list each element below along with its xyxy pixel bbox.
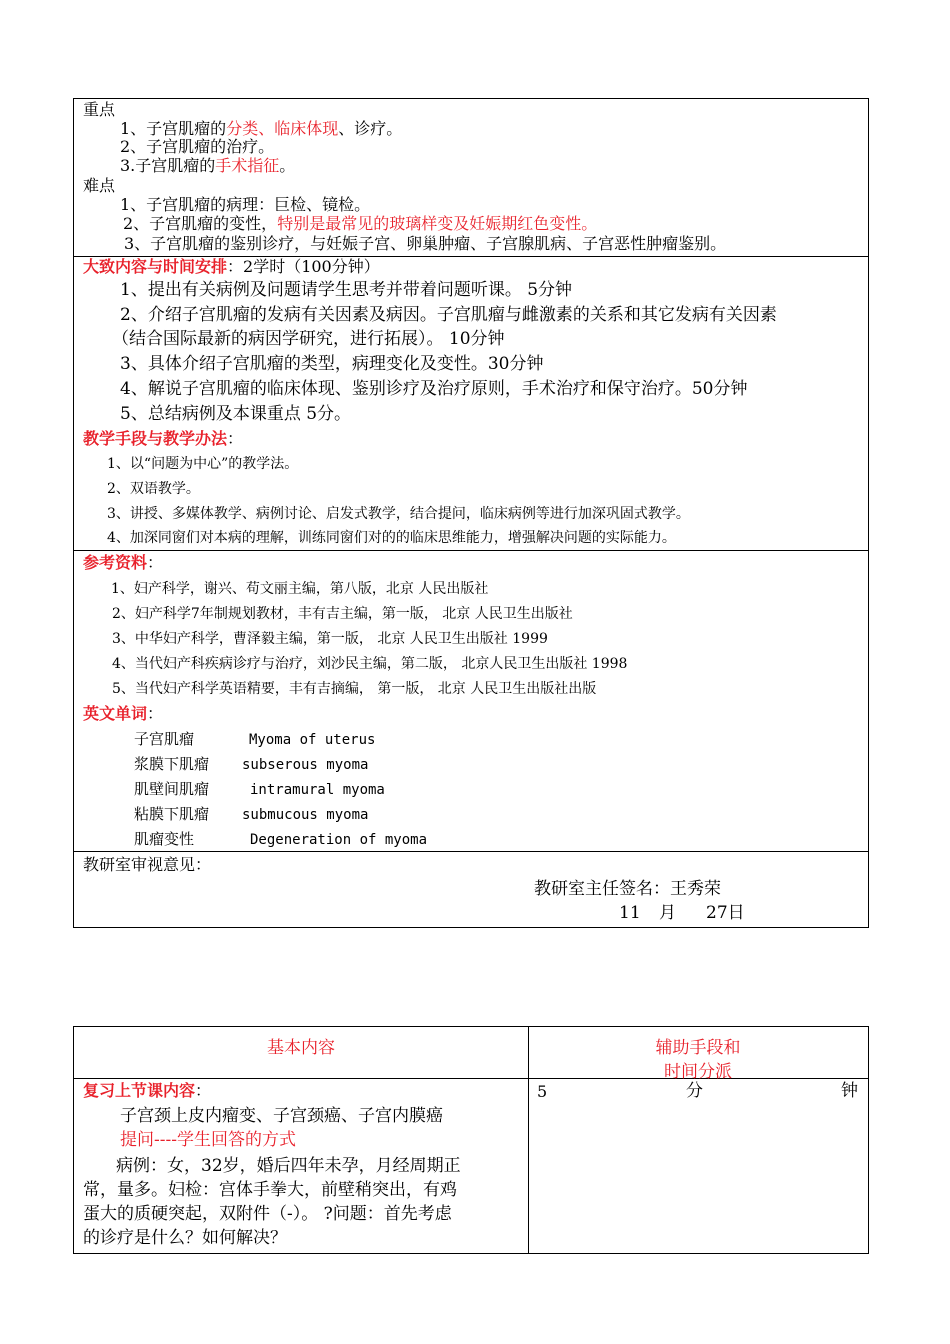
review-last-class-heading: 复习上节课内容： — [83, 1081, 212, 1100]
vocab-en: submucous myoma — [242, 807, 369, 823]
difficult-points-heading: 难点 — [83, 176, 116, 195]
header-aux-means-line2: 时间分派 — [664, 1062, 732, 1082]
reference-item: 3、中华妇产科学，曹泽毅主编，第一版， 北京 人民卫生出版社 1999 — [112, 631, 548, 647]
method-item: 3、讲授、多媒体教学、病例讨论、启发式教学，结合提问，临床病例等进行加深巩固式教学。 — [107, 506, 690, 522]
schedule-item: 2、介绍子宫肌瘤的发病有关因素及病因。子宫肌瘤与雌激素的关系和其它发病有关因素 — [120, 305, 777, 325]
methods-heading: 教学手段与教学办法： — [83, 429, 244, 448]
references-heading: 参考资料： — [83, 553, 164, 572]
header-aux-means-line1: 辅助手段和 — [655, 1038, 741, 1058]
schedule-item: 4、解说子宫肌瘤的临床体现、鉴别诊疗及治疗原则，手术治疗和保守治疗。50分钟 — [120, 379, 748, 399]
key-point-item: 3.子宫肌瘤的手术指征。 — [120, 156, 296, 175]
vocab-cn: 浆膜下肌瘤 — [134, 755, 210, 773]
schedule-item: 3、具体介绍子宫肌瘤的类型，病理变化及变性。30分钟 — [120, 354, 544, 374]
review-topics: 子宫颈上皮内瘤变、子宫颈癌、子宫内膜癌 — [120, 1106, 443, 1126]
review-month-label: 月 — [659, 903, 676, 923]
vocab-cn: 子宫肌瘤 — [134, 730, 195, 748]
case-line: 的诊疗是什么？如何解决？ — [83, 1228, 287, 1248]
case-line: 常，量多。妇检：宫体手拳大，前壁稍突出，有鸡 — [83, 1180, 457, 1200]
case-line: 蛋大的质硬突起，双附件（-）。 ?问题：首先考虑 — [83, 1204, 452, 1224]
method-item: 2、双语教学。 — [107, 481, 200, 497]
key-points-heading: 重点 — [83, 100, 116, 119]
key-points-section — [74, 99, 868, 257]
schedule-heading: 大致内容与时间安排：2学时（100分钟） — [83, 257, 380, 276]
lesson-content-table — [73, 1026, 869, 1254]
reference-item: 5、当代妇产科学英语精要，丰有吉摘编， 第一版， 北京 人民卫生出版社出版 — [112, 681, 597, 697]
difficult-point-item: 2、子宫肌瘤的变性，特别是最常见的玻璃样变及妊娠期红色变性。 — [123, 214, 598, 233]
difficult-point-item: 1、子宫肌瘤的病理：巨检、镜检。 — [120, 195, 371, 214]
vocab-cn: 粘膜下肌瘤 — [134, 805, 210, 823]
case-line: 病例：女，32岁，婚后四年未孕，月经周期正 — [116, 1156, 461, 1176]
review-section — [74, 852, 868, 927]
time-number: 5 — [537, 1082, 548, 1101]
header-basic-content: 基本内容 — [267, 1038, 335, 1058]
director-signature: 教研室主任签名：王秀荣 — [534, 879, 721, 899]
review-date-month: 11 — [619, 903, 641, 923]
schedule-item: 5、总结病例及本课重点 5分。 — [120, 404, 352, 424]
key-point-item: 2、子宫肌瘤的治疗。 — [120, 137, 275, 156]
method-item: 4、加深同窗们对本病的理解，训练同窗们对的的临床思维能力，增强解决问题的实际能力。 — [107, 530, 676, 546]
vocab-en: Degeneration of myoma — [250, 832, 428, 848]
reference-item: 2、妇产科学7年制规划教材，丰有吉主编，第一版， 北京 人民卫生出版社 — [112, 606, 573, 622]
vocab-en: Myoma of uterus — [249, 732, 376, 748]
difficult-point-item: 3、子宫肌瘤的鉴别诊疗，与妊娠子宫、卵巢肿瘤、子宫腺肌病、子宫恶性肿瘤鉴别。 — [124, 234, 727, 253]
review-heading: 教研室审视意见： — [83, 855, 212, 874]
vocab-en: intramural myoma — [250, 782, 385, 798]
question-method: 提问----学生回答的方式 — [120, 1130, 296, 1150]
review-date-day: 27日 — [706, 903, 745, 923]
references-section — [74, 551, 868, 852]
key-point-item: 1、子宫肌瘤的分类、临床体现、诊疗。 — [120, 119, 403, 138]
schedule-item: 1、提出有关病例及问题请学生思考并带着问题听课。 5分钟 — [120, 280, 573, 300]
lesson-plan-table — [73, 98, 869, 928]
reference-item: 1、妇产科学，谢兴、苟文丽主编，第八版，北京 人民出版社 — [111, 581, 489, 597]
reference-item: 4、当代妇产科疾病诊疗与治疗，刘沙民主编，第二版， 北京人民卫生出版社 1998 — [112, 656, 628, 672]
method-item: 1、以“问题为中心”的教学法。 — [107, 456, 299, 472]
vocabulary-heading: 英文单词： — [83, 704, 164, 723]
time-unit-zhong: 钟 — [841, 1081, 858, 1101]
time-unit-fen: 分 — [686, 1081, 703, 1101]
vocab-en: subserous myoma — [242, 757, 369, 773]
schedule-item: （结合国际最新的病因学研究，进行拓展）。 10分钟 — [112, 329, 505, 349]
schedule-section — [74, 257, 868, 551]
vocab-cn: 肌瘤变性 — [134, 830, 195, 848]
vocab-cn: 肌壁间肌瘤 — [134, 780, 210, 798]
